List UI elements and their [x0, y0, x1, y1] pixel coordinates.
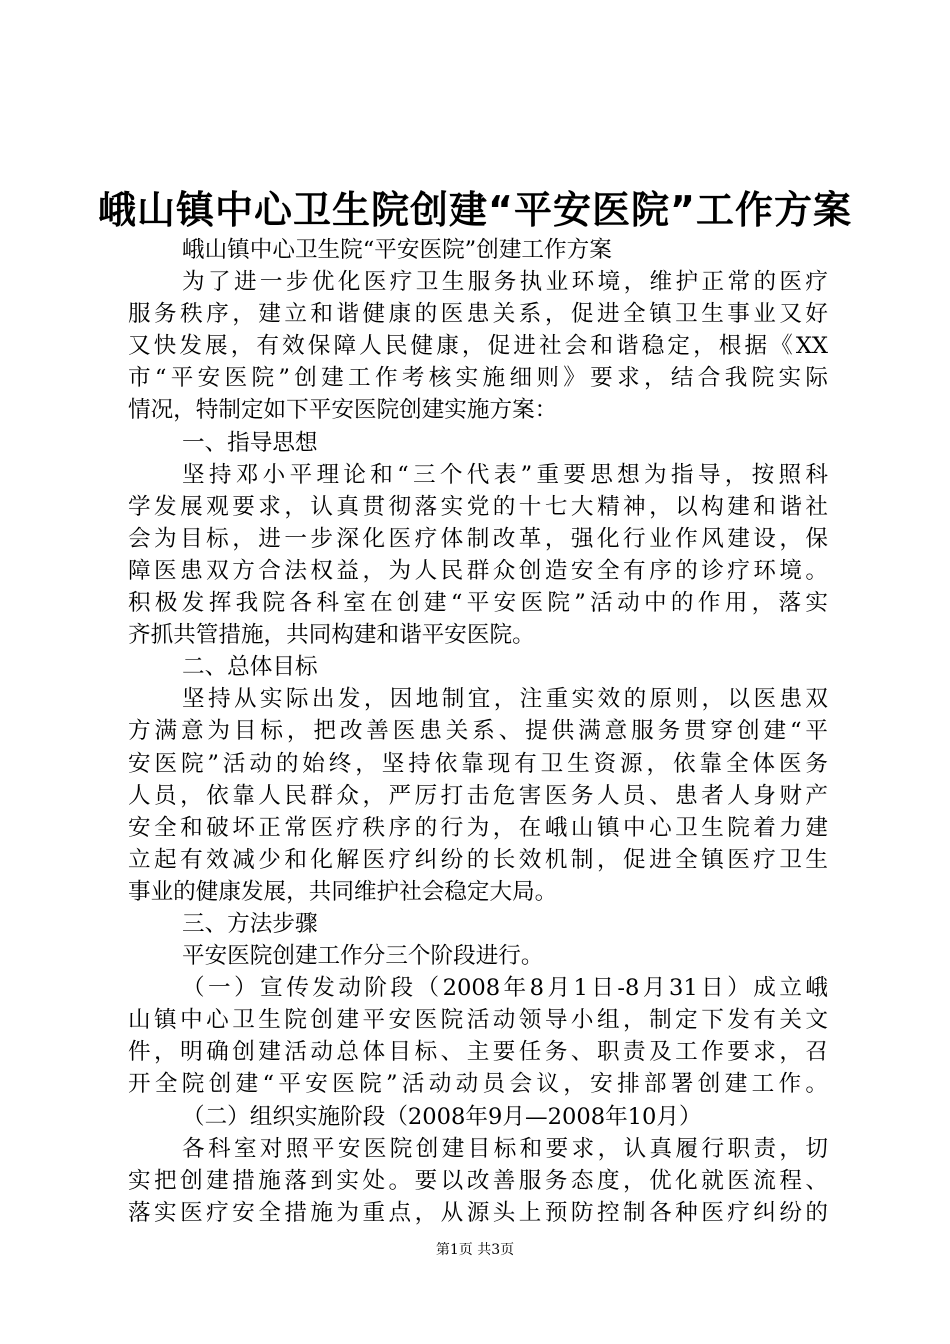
document-body	[128, 234, 828, 1229]
body-line: 实把创建措施落到实处。要以改善服务态度，优化就医流程、	[128, 1167, 828, 1194]
body-line: 件，明确创建活动总体目标、主要任务、职责及工作要求，召	[128, 1039, 828, 1066]
body-line: （二）组织实施阶段（2008年9月—2008年10月）	[182, 1103, 702, 1130]
body-line: 障医患双方合法权益，为人民群众创造安全有序的诊疗环境。	[128, 557, 828, 584]
body-line: 落实医疗安全措施为重点，从源头上预防控制各种医疗纠纷的	[128, 1199, 828, 1226]
body-line: 坚持邓小平理论和“三个代表”重要思想为指导，按照科	[182, 461, 828, 488]
body-line: 服务秩序，建立和谐健康的医患关系，促进全镇卫生事业又好	[128, 301, 828, 328]
body-line: 安全和破坏正常医疗秩序的行为，在峨山镇中心卫生院着力建	[128, 814, 828, 841]
body-line: 一、指导思想	[182, 429, 318, 456]
body-line: 各科室对照平安医院创建目标和要求，认真履行职责，切	[182, 1135, 828, 1162]
body-line: 立起有效减少和化解医疗纠纷的长效机制，促进全镇医疗卫生	[128, 846, 828, 873]
body-line: 人员，依靠人民群众，严厉打击危害医务人员、患者人身财产	[128, 782, 828, 809]
body-line: 积极发挥我院各科室在创建“平安医院”活动中的作用，落实	[128, 590, 828, 617]
body-line: 会为目标，进一步深化医疗体制改革，强化行业作风建设，保	[128, 525, 828, 552]
body-line: 为了进一步优化医疗卫生服务执业环境，维护正常的医疗	[182, 269, 828, 296]
page-footer: 第1页 共3页	[435, 1242, 515, 1258]
body-line: 开全院创建“平安医院”活动动员会议，安排部署创建工作。	[128, 1071, 828, 1098]
body-line: 二、总体目标	[182, 654, 318, 681]
body-line: 山镇中心卫生院创建平安医院活动领导小组，制定下发有关文	[128, 1007, 828, 1034]
body-line: 三、方法步骤	[182, 910, 318, 937]
body-line: （一）宣传发动阶段（2008年8月1日-8月31日）成立峨	[182, 975, 828, 1002]
body-line: 学发展观要求，认真贯彻落实党的十七大精神，以构建和谐社	[128, 493, 828, 520]
body-line: 方满意为目标，把改善医患关系、提供满意服务贯穿创建“平	[128, 718, 828, 745]
body-line: 坚持从实际出发，因地制宜，注重实效的原则，以医患双	[182, 686, 828, 713]
body-line: 峨山镇中心卫生院“平安医院”创建工作方案	[182, 237, 612, 263]
body-line: 情况，特制定如下平安医院创建实施方案：	[128, 397, 558, 424]
body-line: 市“平安医院”创建工作考核实施细则》要求，结合我院实际	[128, 365, 828, 392]
body-line: 安医院”活动的始终，坚持依靠现有卫生资源，依靠全体医务	[128, 750, 828, 777]
body-line: 事业的健康发展，共同维护社会稳定大局。	[128, 878, 558, 905]
body-line: 齐抓共管措施，共同构建和谐平安医院。	[128, 622, 535, 649]
body-line: 平安医院创建工作分三个阶段进行。	[182, 943, 544, 970]
body-line: 又快发展，有效保障人民健康，促进社会和谐稳定，根据《XX	[128, 333, 828, 360]
document-title: 峨山镇中心卫生院创建“平安医院”工作方案	[98, 188, 852, 232]
